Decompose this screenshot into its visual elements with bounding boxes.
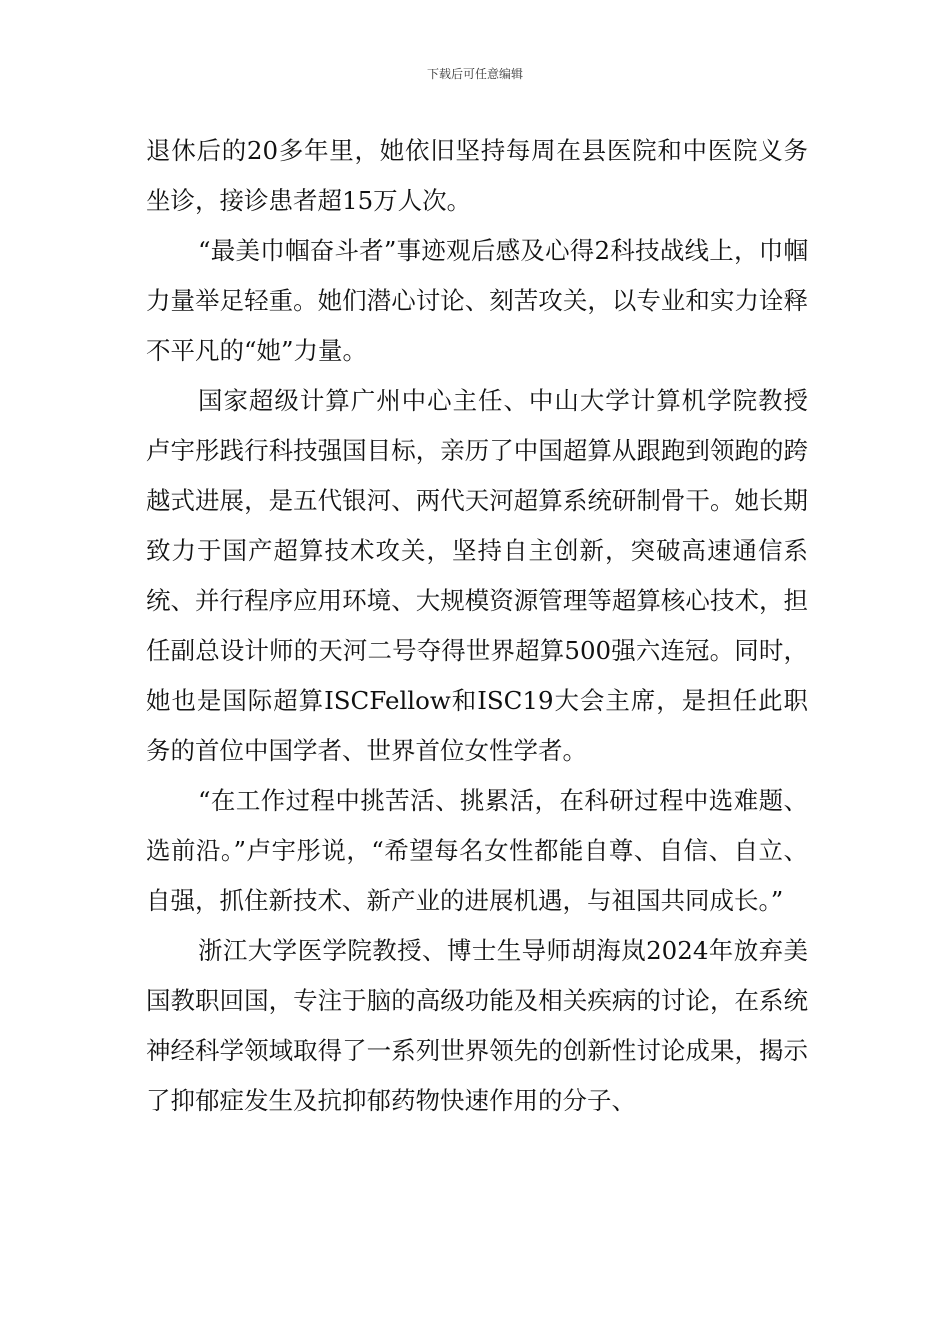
paragraph-1: 退休后的20多年里，她依旧坚持每周在县医院和中医院义务坐诊，接诊患者超15万人次。 <box>146 136 808 215</box>
paragraph-4: “在工作过程中挑苦活、挑累活，在科研过程中选难题、选前沿。”卢宇彤说，“希望每名女性都能自尊、自信、自立、自强，抓住新技术、新产业的进展机遇，与祖国共同成长。” <box>146 786 808 915</box>
paragraph-2: “最美巾帼奋斗者”事迹观后感及心得2科技战线上，巾帼力量举足轻重。她们潜心讨论、刻苦攻关，以专业和实力诠释不平凡的“她”力量。 <box>146 236 808 365</box>
document-body <box>146 126 808 1126</box>
paragraph-3: 国家超级计算广州中心主任、中山大学计算机学院教授卢宇彤践行科技强国目标，亲历了中国超算从跟跑到领跑的跨越式进展，是五代银河、两代天河超算系统研制骨干。她长期致力于国产超算技术攻关，坚持自主创新，突破高速通信系统、并行程序应用环境、大规模资源管理等超算核心技术，担任副总设计师的天河二号夺得世界超算500强六连冠。同时，她也是国际超算ISCFellow和ISC19大会主席，是担任此职务的首位中国学者、世界首位女性学者。 <box>146 386 808 765</box>
paragraph-5: 浙江大学医学院教授、博士生导师胡海岚2024年放弃美国教职回国，专注于脑的高级功能及相关疾病的讨论，在系统神经科学领域取得了一系列世界领先的创新性讨论成果，揭示了抑郁症发生及抗抑郁药物快速作用的分子、 <box>146 936 808 1115</box>
page-header: 下载后可任意编辑 <box>426 67 523 81</box>
